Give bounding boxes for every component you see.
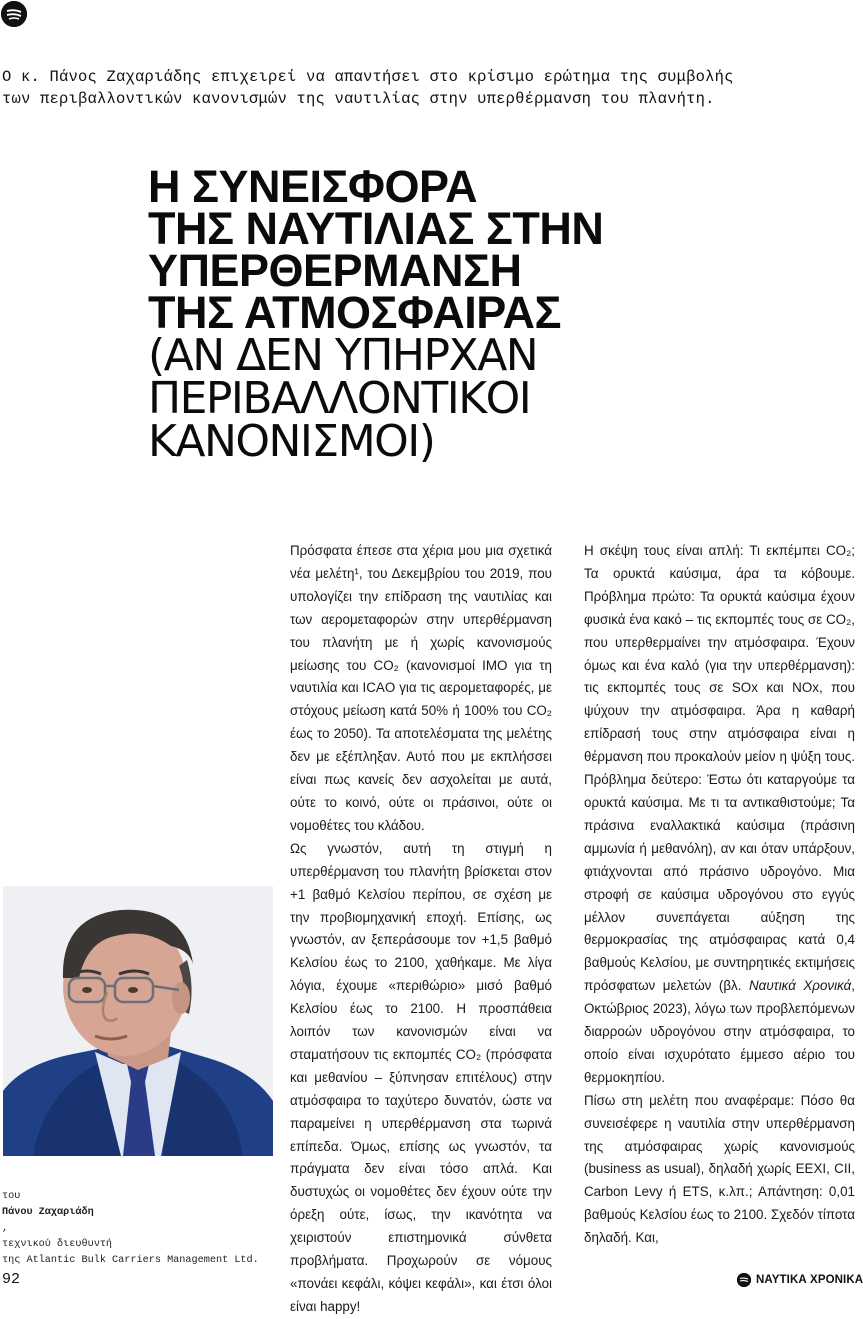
caption-suffix: ,: [2, 1223, 9, 1234]
body-paragraph: Ως γνωστόν, αυτή τη στιγμή η υπερθέρμανση του πλανήτη βρίσκεται στον +1 βαθμό Κελσίου περίπου, σε σχέση με την προβιομηχανική εποχή. Επίσης, ως γνωστόν, αν ξεπεράσουμε τον +1,5 βαθμό Κελσίου έως το 2100, χαθήκαμε. Με λίγα λόγια, έχουμε «περιθώριο» μισό βαθμό Κελσίου έως το 2100. Η προσπάθεια λοιπόν των κανονισμών είναι να σταματήσουν τις εκπομπές CO₂ (πρόσφατα και μεθανίου – ξύπνησαν επιτέλους) στην ατμόσφαιρα το ταχύτερο δυνατόν, ώστε να παραμείνει η υπερθέρμανση στα τωρινά επίπεδα. Όμως, επίσης ως γνωστόν, τα πράγματα δεν είναι τόσο απλά. Και δυστυχώς οι νομοθέτες δεν έχουν ούτε την όρεξη ούτε, ίσως, την ικανότητα να χειριστούν επιστημονικά σύνθετα προβλήματα. Προχωρούν σε νόμους «πονάει κεφάλι, κόψει κεφάλι», και έτσι όλοι είναι happy!: [290, 840, 552, 1314]
body-paragraph: Πίσω στη μελέτη που αναφέραμε: Πόσο θα συνεισέφερε η ναυτιλία στην υπερθέρμανση της ατμόσφαιρας χωρίς κανονισμούς (business as usual), δηλαδή χωρίς EEXI, CII, Carbon Levy ή ETS, κ.λπ.; Απάντηση: 0,01 βαθμούς Κελσίου έως το 2100. Σχεδόν τίποτα δηλαδή. Και,: [584, 1092, 855, 1246]
page-number: 92: [2, 1271, 21, 1288]
lead-line: Ο κ. Πάνος Ζαχαριάδης επιχειρεί να απαντήσει στο κρίσιμο ερώτημα της συμβολής: [2, 68, 734, 86]
body-paragraph: [584, 540, 855, 1090]
brand-logo-icon: [737, 1273, 751, 1287]
body-column-2: [584, 540, 855, 1250]
footer-brand: [737, 1273, 863, 1287]
headline-line: ΥΠΕΡΘΕΡΜΑΝΣΗ: [148, 245, 522, 296]
author-company: της Atlantic Bulk Carriers Management Ltd.: [2, 1255, 259, 1266]
article-headline: [148, 161, 808, 467]
author-role: τεχνικού διευθυντή: [2, 1239, 113, 1250]
author-caption: [2, 1189, 287, 1269]
lead-line: των περιβαλλοντικών κανονισμών της ναυτιλίας στην υπερθέρμανση του πλανήτη.: [2, 90, 715, 108]
headline-line: ΤΗΣ ΝΑΥΤΙΛΙΑΣ ΣΤΗΝ: [148, 203, 604, 254]
headline-line: Η ΣΥΝΕΙΣΦΟΡΑ: [148, 161, 478, 212]
body-text: Η σκέψη τους είναι απλή: Τι εκπέμπει CO₂; Τα ορυκτά καύσιμα, άρα τα κόβουμε. Πρόβλημα πρώτο: Τα ορυκτά καύσιμα έχουν φυσικά ένα κακό – τις εκπομπές τους σε CO₂, που υπερθερμαίνει την ατμόσφαιρα. Έχουν όμως και ένα καλό (για την υπερθέρμανση): τις εκπομπές τους σε SOx και NOx, που ψύχουν την ατμόσφαιρα. Άρα η καθαρή επίδρασή τους στην ατμόσφαιρα είναι η θέρμανση που προκαλούν μείον η ψύξη τους. Πρόβλημα δεύτερο: Έστω ότι καταργούμε τα ορυκτά καύσιμα. Με τι τα αντικαθιστούμε; Τα πράσινα εναλλακτικά καύσιμα (πράσινη αμμωνία ή μεθανόλη), αν και όταν υπάρξουν, φτιάχνονται από πράσινο υδρογόνο. Μια στροφή σε καύσιμα υδρογόνου στο εγγύς μέλλον συνεπάγεται αύξηση της θερμοκρασίας της ατμόσφαιρας κατά 0,4 βαθμούς Κελσίου, με συντηρητικές εκτιμήσεις πρόσφατων μελετών (βλ.: [584, 543, 855, 994]
caption-prefix: του: [2, 1191, 21, 1202]
headline-sub-line: ΚΑΝΟΝΙΣΜΟΙ): [148, 416, 435, 467]
publication-logo-icon: [1, 1, 27, 27]
author-portrait: [3, 886, 273, 1156]
headline-sub-line: (ΑΝ ΔΕΝ ΥΠΗΡΧΑΝ: [148, 330, 538, 381]
headline-sub: [148, 330, 808, 467]
body-column-1: [290, 540, 552, 1319]
article-lead: [2, 66, 842, 110]
headline-line: ΤΗΣ ΑΤΜΟΣΦΑΙΡΑΣ: [148, 287, 561, 338]
body-paragraph: Πρόσφατα έπεσε στα χέρια μου μια σχετικά νέα μελέτη¹, του Δεκεμβρίου του 2019, που υπολογίζει την επίδραση της ναυτιλίας και των αερομεταφορών στην υπερθέρμανση του πλανήτη με ή χωρίς κανονισμούς μείωσης του CO₂ (κανονισμοί IMO για τη ναυτιλία και ICAO για τις αερομεταφορές, με στόχους μείωση κατά 50% ή 100% του CO₂ έως το 2050). Τα αποτελέσματα της μελέτης δεν με εξέπληξαν. Αυτό που με εκπλήσσει είναι πως κανείς δεν ασχολείται με αυτά, ούτε το κοινό, ούτε οι πράσινοι, ούτε οι νομοθέτες του κλάδου.: [290, 543, 552, 833]
body-italic-text: Ναυτικά Χρονικά: [749, 978, 852, 994]
body-text: , Οκτώβριος 2023), λόγω των προβλεπόμενων διαρροών υδρογόνου στην ατμόσφαιρα, το οποίο είναι ισχυρότατο έμμεσο αέριο του θερμοκηπίου.: [584, 978, 855, 1085]
author-name: Πάνου Ζαχαριάδη: [2, 1207, 94, 1218]
headline-sub-line: ΠΕΡΙΒΑΛΛΟΝΤΙΚΟΙ: [148, 373, 531, 424]
brand-name: ΝΑΥΤΙΚΑ ΧΡΟΝΙΚΑ: [756, 1274, 863, 1286]
caption-line: [2, 1189, 287, 1237]
headline-main: [148, 161, 808, 338]
